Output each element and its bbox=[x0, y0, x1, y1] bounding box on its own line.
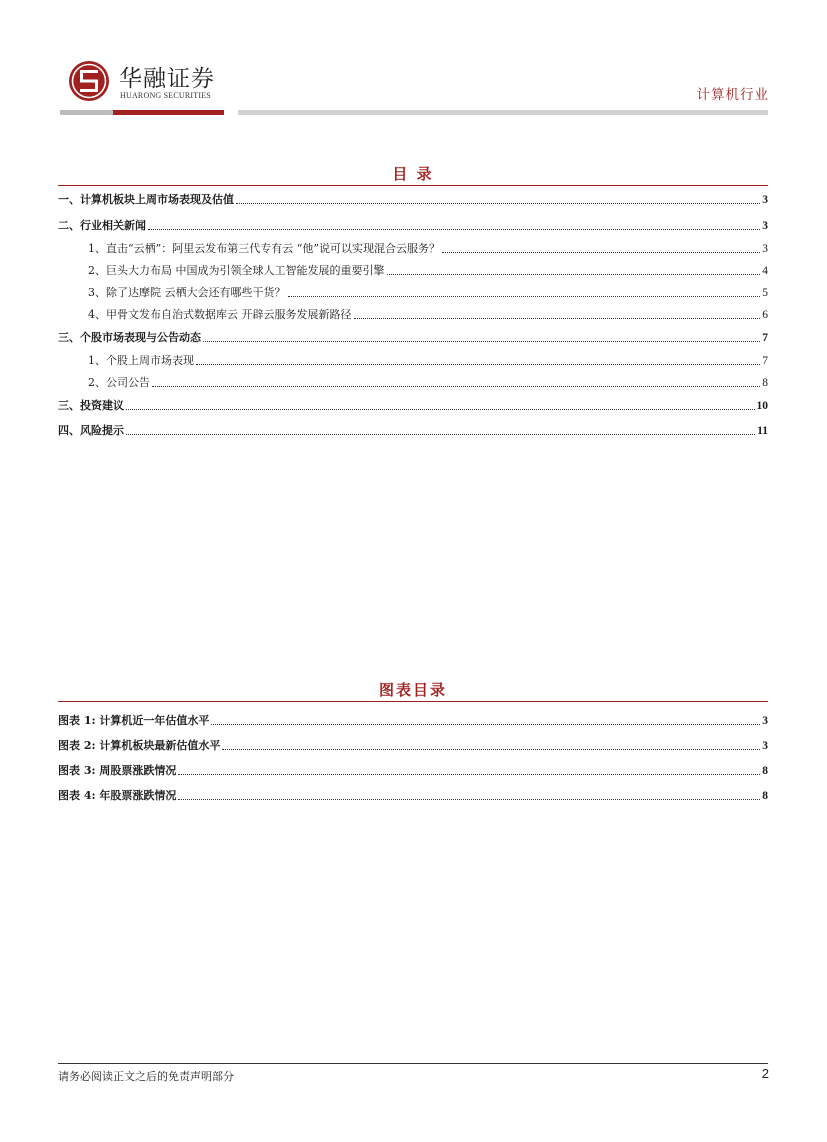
huarong-logo-icon bbox=[68, 60, 110, 102]
figure-entry-page: 3 bbox=[762, 715, 768, 727]
toc-entry-label: 四、风险提示 bbox=[58, 424, 124, 437]
toc-subentry[interactable] bbox=[88, 280, 768, 300]
figure-entry-label: 图表 3: 周股票涨跌情况 bbox=[58, 764, 177, 777]
toc-entry-label: 2、巨头大力布局 中国成为引领全球人工智能发展的重要引擎 bbox=[88, 264, 385, 277]
brand-name-en: HUARONG SECURITIES bbox=[120, 91, 211, 100]
toc-title-rule bbox=[58, 185, 768, 186]
toc-leader bbox=[126, 434, 755, 435]
toc-entry-label: 4、甲骨文发布自治式数据库云 开辟云服务发展新路径 bbox=[88, 308, 352, 321]
figures-title: 图表目录 bbox=[378, 681, 447, 699]
toc-entry-page: 4 bbox=[762, 265, 768, 277]
toc-entry-label: 三、投资建议 bbox=[58, 399, 124, 412]
header-divider-red bbox=[113, 110, 224, 115]
toc-entry-label: 1、个股上周市场表现 bbox=[88, 354, 194, 367]
toc-subentry[interactable] bbox=[88, 236, 768, 256]
toc-leader bbox=[148, 229, 760, 230]
toc-entry-label: 1、直击“云栖”：阿里云发布第三代专有云 “他”说可以实现混合云服务？ bbox=[88, 242, 440, 255]
toc-leader bbox=[178, 774, 760, 775]
toc-entry-page: 3 bbox=[762, 220, 768, 232]
toc-leader bbox=[236, 203, 760, 204]
toc-leader bbox=[387, 274, 761, 275]
figure-entry-label: 图表 2: 计算机板块最新估值水平 bbox=[58, 739, 221, 752]
page-number: 2 bbox=[761, 1066, 769, 1081]
figure-entry[interactable] bbox=[58, 733, 768, 753]
figure-entry[interactable] bbox=[58, 783, 768, 803]
figure-entry-label: 图表 4: 年股票涨跌情况 bbox=[58, 789, 177, 802]
toc-leader bbox=[178, 799, 760, 800]
header-divider-light bbox=[238, 110, 768, 115]
footer-disclaimer: 请务必阅读正文之后的免责声明部分 bbox=[58, 1070, 234, 1083]
toc-entry-label: 2、公司公告 bbox=[88, 376, 150, 389]
toc-entry-page: 5 bbox=[762, 287, 768, 299]
figure-entry-label: 图表 1: 计算机近一年估值水平 bbox=[58, 714, 210, 727]
toc-entry[interactable] bbox=[58, 213, 768, 233]
toc-entry[interactable] bbox=[58, 418, 768, 438]
toc-leader bbox=[152, 386, 760, 387]
brand-name-cn: 华融证券 bbox=[119, 66, 215, 92]
footer-rule bbox=[58, 1063, 768, 1064]
figure-entry[interactable] bbox=[58, 708, 768, 728]
toc-entry-page: 7 bbox=[762, 355, 768, 367]
toc-entry[interactable] bbox=[58, 187, 768, 207]
toc-entry-page: 3 bbox=[762, 194, 768, 206]
figure-entry-page: 8 bbox=[762, 790, 768, 802]
toc-leader bbox=[196, 364, 760, 365]
toc-leader bbox=[354, 318, 761, 319]
toc-subentry[interactable] bbox=[88, 348, 768, 368]
toc-entry-page: 8 bbox=[762, 377, 768, 389]
toc-leader bbox=[222, 749, 760, 750]
toc-entry-page: 3 bbox=[762, 243, 768, 255]
toc-entry-page: 6 bbox=[762, 309, 768, 321]
toc-leader bbox=[203, 341, 760, 342]
toc-entry[interactable] bbox=[58, 393, 768, 413]
toc-entry-page: 11 bbox=[757, 425, 768, 437]
toc-entry-page: 10 bbox=[756, 400, 768, 412]
figures-title-rule bbox=[58, 701, 768, 702]
figure-entry-page: 8 bbox=[762, 765, 768, 777]
toc-entry-label: 三、个股市场表现与公告动态 bbox=[58, 331, 201, 344]
figure-entry-page: 3 bbox=[762, 740, 768, 752]
toc-title: 目 录 bbox=[392, 165, 434, 183]
toc-entry-label: 二、行业相关新闻 bbox=[58, 219, 146, 232]
toc-entry-label: 一、计算机板块上周市场表现及估值 bbox=[58, 193, 234, 206]
toc-entry-label: 3、除了达摩院 云栖大会还有哪些干货？ bbox=[88, 286, 286, 299]
toc-leader bbox=[288, 296, 761, 297]
toc-entry-page: 7 bbox=[762, 332, 768, 344]
toc-leader bbox=[211, 724, 760, 725]
toc-subentry[interactable] bbox=[88, 302, 768, 322]
industry-label: 计算机行业 bbox=[696, 87, 769, 103]
toc-leader bbox=[442, 252, 760, 253]
toc-subentry[interactable] bbox=[88, 258, 768, 278]
toc-entry[interactable] bbox=[58, 325, 768, 345]
header-divider-gray bbox=[60, 110, 113, 115]
figure-entry[interactable] bbox=[58, 758, 768, 778]
toc-leader bbox=[126, 409, 755, 410]
toc-subentry[interactable] bbox=[88, 370, 768, 390]
